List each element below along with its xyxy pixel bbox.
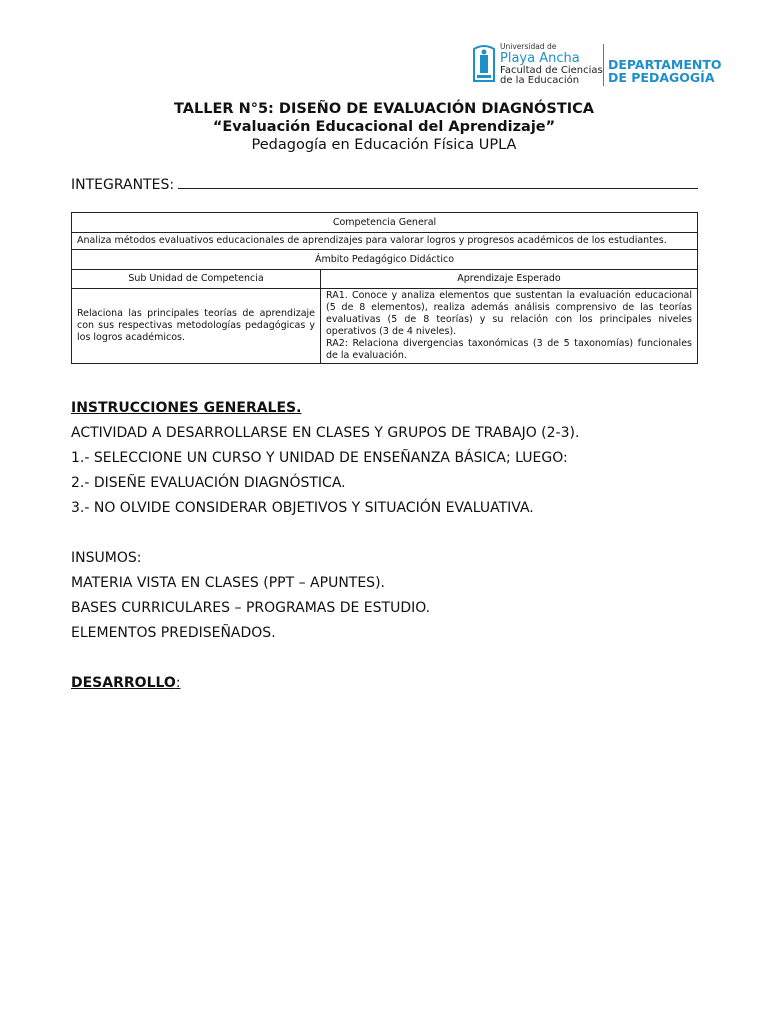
instrucciones-heading: INSTRUCCIONES GENERALES.: [71, 400, 302, 416]
integrantes-label: INTEGRANTES:: [71, 177, 175, 193]
sub-unidad-text: Relaciona las principales teorías de aprendizaje con sus respectivas metodologías pedagógicas y los logros académicos.: [72, 289, 321, 364]
sub-unidad-header: Sub Unidad de Competencia: [72, 270, 321, 289]
insumo-item: BASES CURRICULARES – PROGRAMAS DE ESTUDIO.: [71, 600, 431, 616]
title-line1: TALLER N°5: DISEÑO DE EVALUACIÓN DIAGNÓSTICA: [174, 101, 594, 117]
desarrollo-heading: [71, 671, 711, 696]
faculty-line2: de la Educación: [500, 74, 580, 86]
document-title: [0, 100, 768, 155]
university-small-text: Universidad de: [500, 42, 557, 51]
competencia-text: Analiza métodos evaluativos educacionales de aprendizajes para valorar logros y progresos académicos de los estudiantes.: [72, 233, 698, 250]
university-name-text: Playa Ancha: [500, 50, 580, 66]
faculty-line1: Facultad de Ciencias: [500, 64, 603, 76]
department-line2: DE PEDAGOGÍA: [608, 70, 715, 86]
insumo-item: MATERIA VISTA EN CLASES (PPT – APUNTES).: [71, 575, 385, 591]
desarrollo-colon: :: [175, 675, 181, 691]
title-line3: Pedagogía en Educación Física UPLA: [251, 137, 517, 153]
insumos-heading: INSUMOS:: [71, 550, 142, 566]
logo-divider: [603, 44, 604, 86]
instruccion-item: 2.- DISEÑE EVALUACIÓN DIAGNÓSTICA.: [71, 475, 346, 491]
instruccion-item: 1.- SELECCIONE UN CURSO Y UNIDAD DE ENSEÑANZA BÁSICA; LUEGO:: [71, 450, 568, 466]
document-body: [71, 396, 711, 696]
instrucciones-intro: ACTIVIDAD A DESARROLLARSE EN CLASES Y GRUPOS DE TRABAJO (2-3).: [71, 425, 580, 441]
title-line2: “Evaluación Educacional del Aprendizaje”: [212, 119, 556, 135]
aprendizaje-header: Aprendizaje Esperado: [321, 270, 698, 289]
ra2-text: RA2: Relaciona divergencias taxonómicas (3 de 5 taxonomías) funcionales de la evaluación.: [326, 338, 692, 361]
department-name: [608, 58, 722, 84]
competency-table: [71, 212, 698, 364]
aprendizaje-cell: [321, 289, 698, 364]
integrantes-blank-line: [178, 174, 698, 189]
university-logo: [472, 42, 722, 87]
ra1-text: RA1. Conoce y analiza elementos que sustentan la evaluación educacional (5 de 8 elementos), realiza además análisis comprensivo de las teorías evaluativas (5 de 8 teorías) y su relación con los principales niveles operativos (3 de 4 niveles).: [326, 290, 692, 337]
desarrollo-heading-text: DESARROLLO: [71, 675, 176, 691]
instruccion-item: 3.- NO OLVIDE CONSIDERAR OBJETIVOS Y SITUACIÓN EVALUATIVA.: [71, 500, 534, 516]
competencia-header: Competencia General: [72, 213, 698, 233]
university-name: [500, 43, 603, 86]
department-line1: DEPARTAMENTO: [608, 57, 722, 72]
insumo-item: ELEMENTOS PREDISEÑADOS.: [71, 625, 276, 641]
university-shield-icon: [472, 43, 496, 83]
integrantes-field: [71, 174, 698, 193]
ambito-header: Ámbito Pedagógico Didáctico: [72, 250, 698, 270]
